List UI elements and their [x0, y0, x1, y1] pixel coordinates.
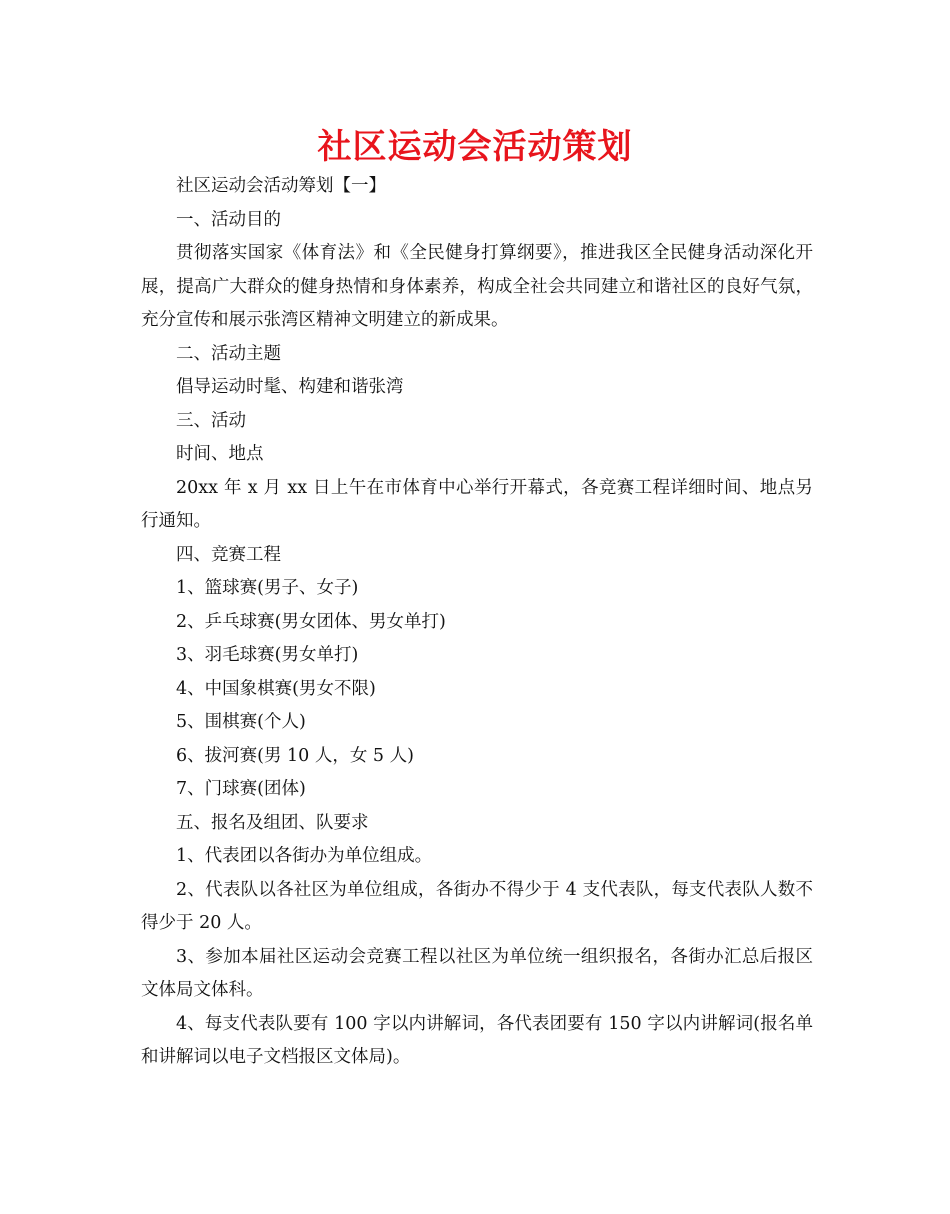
- section-heading: 二、活动主题: [176, 343, 281, 364]
- section-heading: 三、活动: [176, 410, 246, 431]
- section-heading: 四、竞赛工程: [176, 544, 281, 565]
- list-item: 5、围棋赛(个人): [176, 712, 306, 732]
- list-item: 3、羽毛球赛(男女单打): [176, 645, 359, 665]
- section-heading: 一、活动目的: [176, 209, 281, 230]
- list-item: 4、每支代表队要有 100 字以内讲解词，各代表团要有 150 字以内讲解词(报名单和讲解词以电子文档报区文体局)。: [141, 1013, 813, 1067]
- paragraph: 20xx 年 x 月 xx 日上午在市体育中心举行开幕式，各竞赛工程详细时间、地点另行通知。: [141, 477, 813, 531]
- document-body: [141, 170, 813, 1075]
- paragraph: 时间、地点: [176, 444, 264, 464]
- section-heading: 五、报名及组团、队要求: [176, 812, 369, 833]
- list-item: 1、篮球赛(男子、女子): [176, 578, 359, 598]
- paragraph: 社区运动会活动筹划【一】: [176, 176, 386, 196]
- list-item: 7、门球赛(团体): [176, 779, 306, 799]
- list-item: 2、代表队以各社区为单位组成，各街办不得少于 4 支代表队，每支代表队人数不得少于 20 人。: [141, 879, 813, 933]
- list-item: 1、代表团以各街办为单位组成。: [176, 846, 433, 866]
- list-item: 4、中国象棋赛(男女不限): [176, 678, 376, 699]
- document-title: 社区运动会活动策划: [317, 127, 633, 167]
- list-item: 6、拔河赛(男 10 人，女 5 人): [176, 745, 414, 766]
- paragraph: 贯彻落实国家《体育法》和《全民健身打算纲要》，推进我区全民健身活动深化开展，提高广大群众的健身热情和身体素养，构成全社会共同建立和谐社区的良好气氛，充分宣传和展示张湾区精神文明建立的新成果。: [141, 243, 813, 330]
- paragraph: 倡导运动时髦、构建和谐张湾: [176, 377, 404, 397]
- list-item: 2、乒乓球赛(男女团体、男女单打): [176, 611, 446, 632]
- list-item: 3、参加本届社区运动会竞赛工程以社区为单位统一组织报名，各街办汇总后报区文体局文体科。: [141, 946, 813, 1000]
